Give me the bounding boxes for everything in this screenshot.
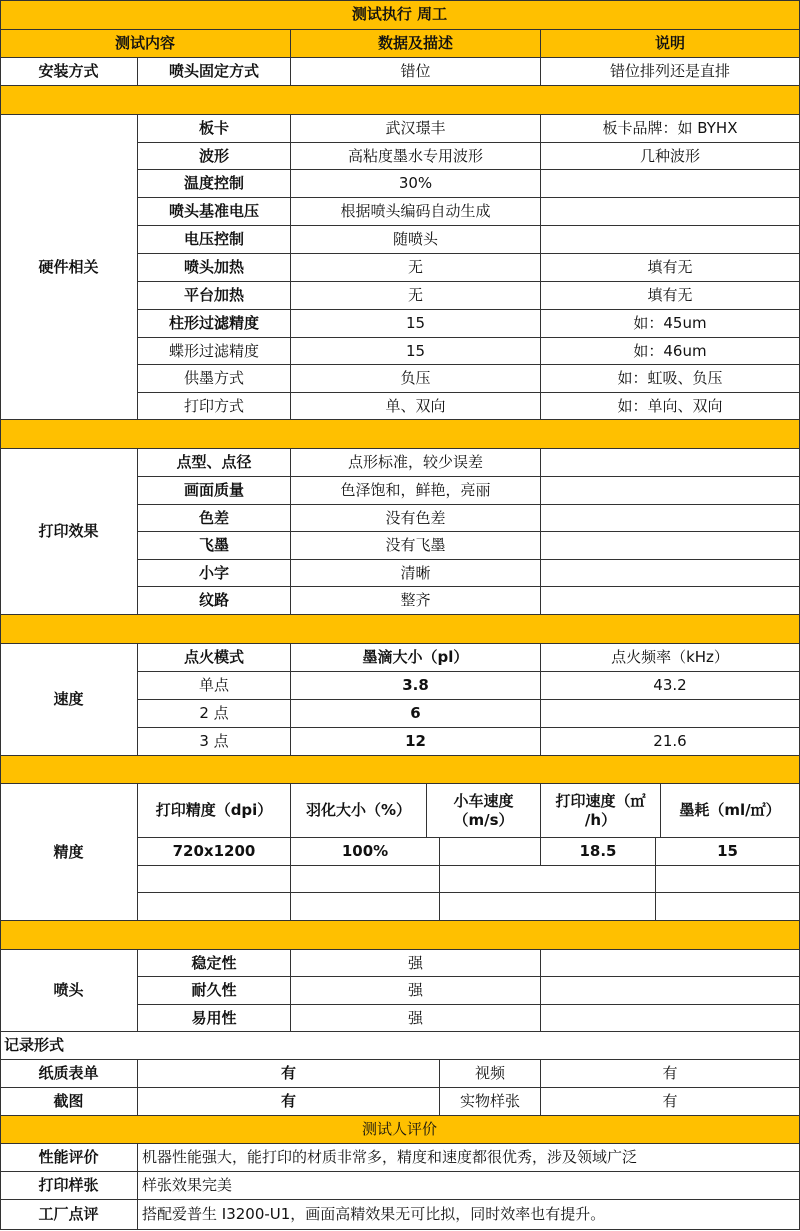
evaluation-row-name: 性能评价 — [0, 1144, 138, 1172]
effect-row-value: 点形标准，较少误差 — [291, 449, 541, 477]
precision-empty-cell — [656, 866, 800, 893]
precision-empty-cell — [656, 893, 800, 921]
hardware-row-name: 喷头基准电压 — [138, 198, 291, 226]
speed-row-freq: 21.6 — [541, 728, 800, 756]
effect-row-name: 点型、点径 — [138, 449, 291, 477]
record-label: 记录形式 — [0, 1032, 800, 1060]
effect-row-value: 没有飞墨 — [291, 532, 541, 560]
hardware-row-value: 高粘度墨水专用波形 — [291, 143, 541, 170]
precision-label: 精度 — [0, 784, 138, 921]
hardware-row-name: 平台加热 — [138, 282, 291, 310]
effect-row-value: 没有色差 — [291, 505, 541, 532]
hardware-row-name: 喷头加热 — [138, 254, 291, 282]
hardware-row-note: 板卡品牌：如 BYHX — [541, 115, 800, 143]
precision-empty-cell — [440, 866, 656, 893]
precision-value-print: 18.5 — [541, 838, 656, 866]
section-separator — [0, 756, 800, 784]
record-row-value: 有 — [138, 1060, 440, 1088]
effect-row-name: 飞墨 — [138, 532, 291, 560]
evaluation-row-text: 搭配爱普生 I3200-U1，画面高精效果无可比拟，同时效率也有提升。 — [138, 1200, 800, 1230]
evaluation-row-name: 工厂点评 — [0, 1200, 138, 1230]
hardware-row-value: 30% — [291, 170, 541, 198]
hardware-row-note — [541, 198, 800, 226]
nozzle-row-value: 强 — [291, 1005, 541, 1032]
hardware-row-value: 武汉璟丰 — [291, 115, 541, 143]
nozzle-label: 喷头 — [0, 950, 138, 1032]
hardware-row-note: 如：46um — [541, 338, 800, 365]
precision-header-dpi: 打印精度（dpi） — [138, 784, 291, 838]
effect-label: 打印效果 — [0, 449, 138, 615]
hardware-row-value: 单、双向 — [291, 393, 541, 420]
hardware-row-value: 15 — [291, 310, 541, 338]
precision-empty-cell — [138, 893, 291, 921]
effect-row-value: 色泽饱和，鲜艳，亮丽 — [291, 477, 541, 505]
effect-row-name: 色差 — [138, 505, 291, 532]
header-notes: 说明 — [541, 30, 800, 58]
effect-row-name: 画面质量 — [138, 477, 291, 505]
record-row-value-2: 有 — [541, 1060, 800, 1088]
hardware-row-note: 填有无 — [541, 282, 800, 310]
speed-row-drop: 12 — [291, 728, 541, 756]
hardware-row-name: 蝶形过滤精度 — [138, 338, 291, 365]
hardware-row-note — [541, 170, 800, 198]
header-data-description: 数据及描述 — [291, 30, 541, 58]
speed-row-mode: 3 点 — [138, 728, 291, 756]
precision-value-feather: 100% — [291, 838, 440, 866]
hardware-row-note: 如：45um — [541, 310, 800, 338]
nozzle-row-note — [541, 1005, 800, 1032]
hardware-row-note: 如：虹吸、负压 — [541, 365, 800, 393]
speed-header-frequency: 点火频率（kHz） — [541, 644, 800, 672]
hardware-row-name: 柱形过滤精度 — [138, 310, 291, 338]
effect-row-note — [541, 532, 800, 560]
install-sub-label: 喷头固定方式 — [138, 58, 291, 86]
evaluation-row-text: 机器性能强大，能打印的材质非常多，精度和速度都很优秀，涉及领域广泛 — [138, 1144, 800, 1172]
hardware-row-value: 无 — [291, 282, 541, 310]
section-separator — [0, 420, 800, 449]
install-note: 错位排列还是直排 — [541, 58, 800, 86]
precision-header-cart-speed — [427, 784, 541, 838]
evaluation-row-name: 打印样张 — [0, 1172, 138, 1200]
precision-empty-cell — [291, 893, 440, 921]
hardware-row-value: 负压 — [291, 365, 541, 393]
effect-row-note — [541, 560, 800, 587]
record-row-value: 有 — [138, 1088, 440, 1116]
speed-row-drop: 6 — [291, 700, 541, 728]
precision-empty-cell — [291, 866, 440, 893]
precision-value-ink: 15 — [656, 838, 800, 866]
speed-header-fire-mode: 点火模式 — [138, 644, 291, 672]
hardware-row-name: 供墨方式 — [138, 365, 291, 393]
hardware-row-note — [541, 226, 800, 254]
section-separator — [0, 86, 800, 115]
hardware-row-note: 如：单向、双向 — [541, 393, 800, 420]
cart-speed-line-1: 小车速度 — [453, 791, 514, 810]
effect-row-name: 小字 — [138, 560, 291, 587]
hardware-row-name: 温度控制 — [138, 170, 291, 198]
precision-value-cart — [440, 838, 541, 866]
hardware-row-value: 无 — [291, 254, 541, 282]
hardware-row-value: 随喷头 — [291, 226, 541, 254]
hardware-row-note: 几种波形 — [541, 143, 800, 170]
record-row-name: 截图 — [0, 1088, 138, 1116]
precision-empty-cell — [138, 866, 291, 893]
speed-label: 速度 — [0, 644, 138, 756]
speed-row-mode: 2 点 — [138, 700, 291, 728]
effect-row-value: 整齐 — [291, 587, 541, 615]
hardware-row-value: 15 — [291, 338, 541, 365]
effect-row-note — [541, 477, 800, 505]
hardware-label: 硬件相关 — [0, 115, 138, 420]
record-row-name-2: 视频 — [440, 1060, 541, 1088]
hardware-row-value: 根据喷头编码自动生成 — [291, 198, 541, 226]
nozzle-row-name: 稳定性 — [138, 950, 291, 977]
effect-row-note — [541, 505, 800, 532]
record-row-name: 纸质表单 — [0, 1060, 138, 1088]
install-value: 错位 — [291, 58, 541, 86]
precision-value-dpi: 720x1200 — [138, 838, 291, 866]
precision-header-print-speed — [541, 784, 661, 838]
section-separator — [0, 921, 800, 950]
header-test-content: 测试内容 — [0, 30, 291, 58]
hardware-row-name: 板卡 — [138, 115, 291, 143]
hardware-row-name: 打印方式 — [138, 393, 291, 420]
record-row-value-2: 有 — [541, 1088, 800, 1116]
hardware-row-note: 填有无 — [541, 254, 800, 282]
speed-header-drop-size: 墨滴大小（pl） — [291, 644, 541, 672]
install-label: 安装方式 — [0, 58, 138, 86]
nozzle-row-value: 强 — [291, 950, 541, 977]
speed-row-mode: 单点 — [138, 672, 291, 700]
section-separator — [0, 615, 800, 644]
nozzle-row-value: 强 — [291, 977, 541, 1005]
evaluation-title: 测试人评价 — [0, 1116, 800, 1144]
precision-empty-cell — [440, 893, 656, 921]
speed-row-freq: 43.2 — [541, 672, 800, 700]
speed-row-freq — [541, 700, 800, 728]
nozzle-row-name: 耐久性 — [138, 977, 291, 1005]
effect-row-note — [541, 587, 800, 615]
nozzle-row-note — [541, 977, 800, 1005]
evaluation-row-text: 样张效果完美 — [138, 1172, 800, 1200]
precision-header-ink: 墨耗（ml/㎡） — [661, 784, 800, 838]
effect-row-value: 清晰 — [291, 560, 541, 587]
report-title: 测试执行 周工 — [0, 0, 800, 30]
hardware-row-name: 电压控制 — [138, 226, 291, 254]
effect-row-name: 纹路 — [138, 587, 291, 615]
hardware-row-name: 波形 — [138, 143, 291, 170]
print-speed-line-2: /h） — [584, 810, 617, 829]
print-speed-line-1: 打印速度（㎡ — [555, 791, 646, 810]
effect-row-note — [541, 449, 800, 477]
record-row-name-2: 实物样张 — [440, 1088, 541, 1116]
precision-header-feather: 羽化大小（%） — [291, 784, 427, 838]
nozzle-row-note — [541, 950, 800, 977]
cart-speed-line-2: （m/s） — [453, 810, 514, 829]
nozzle-row-name: 易用性 — [138, 1005, 291, 1032]
speed-row-drop: 3.8 — [291, 672, 541, 700]
